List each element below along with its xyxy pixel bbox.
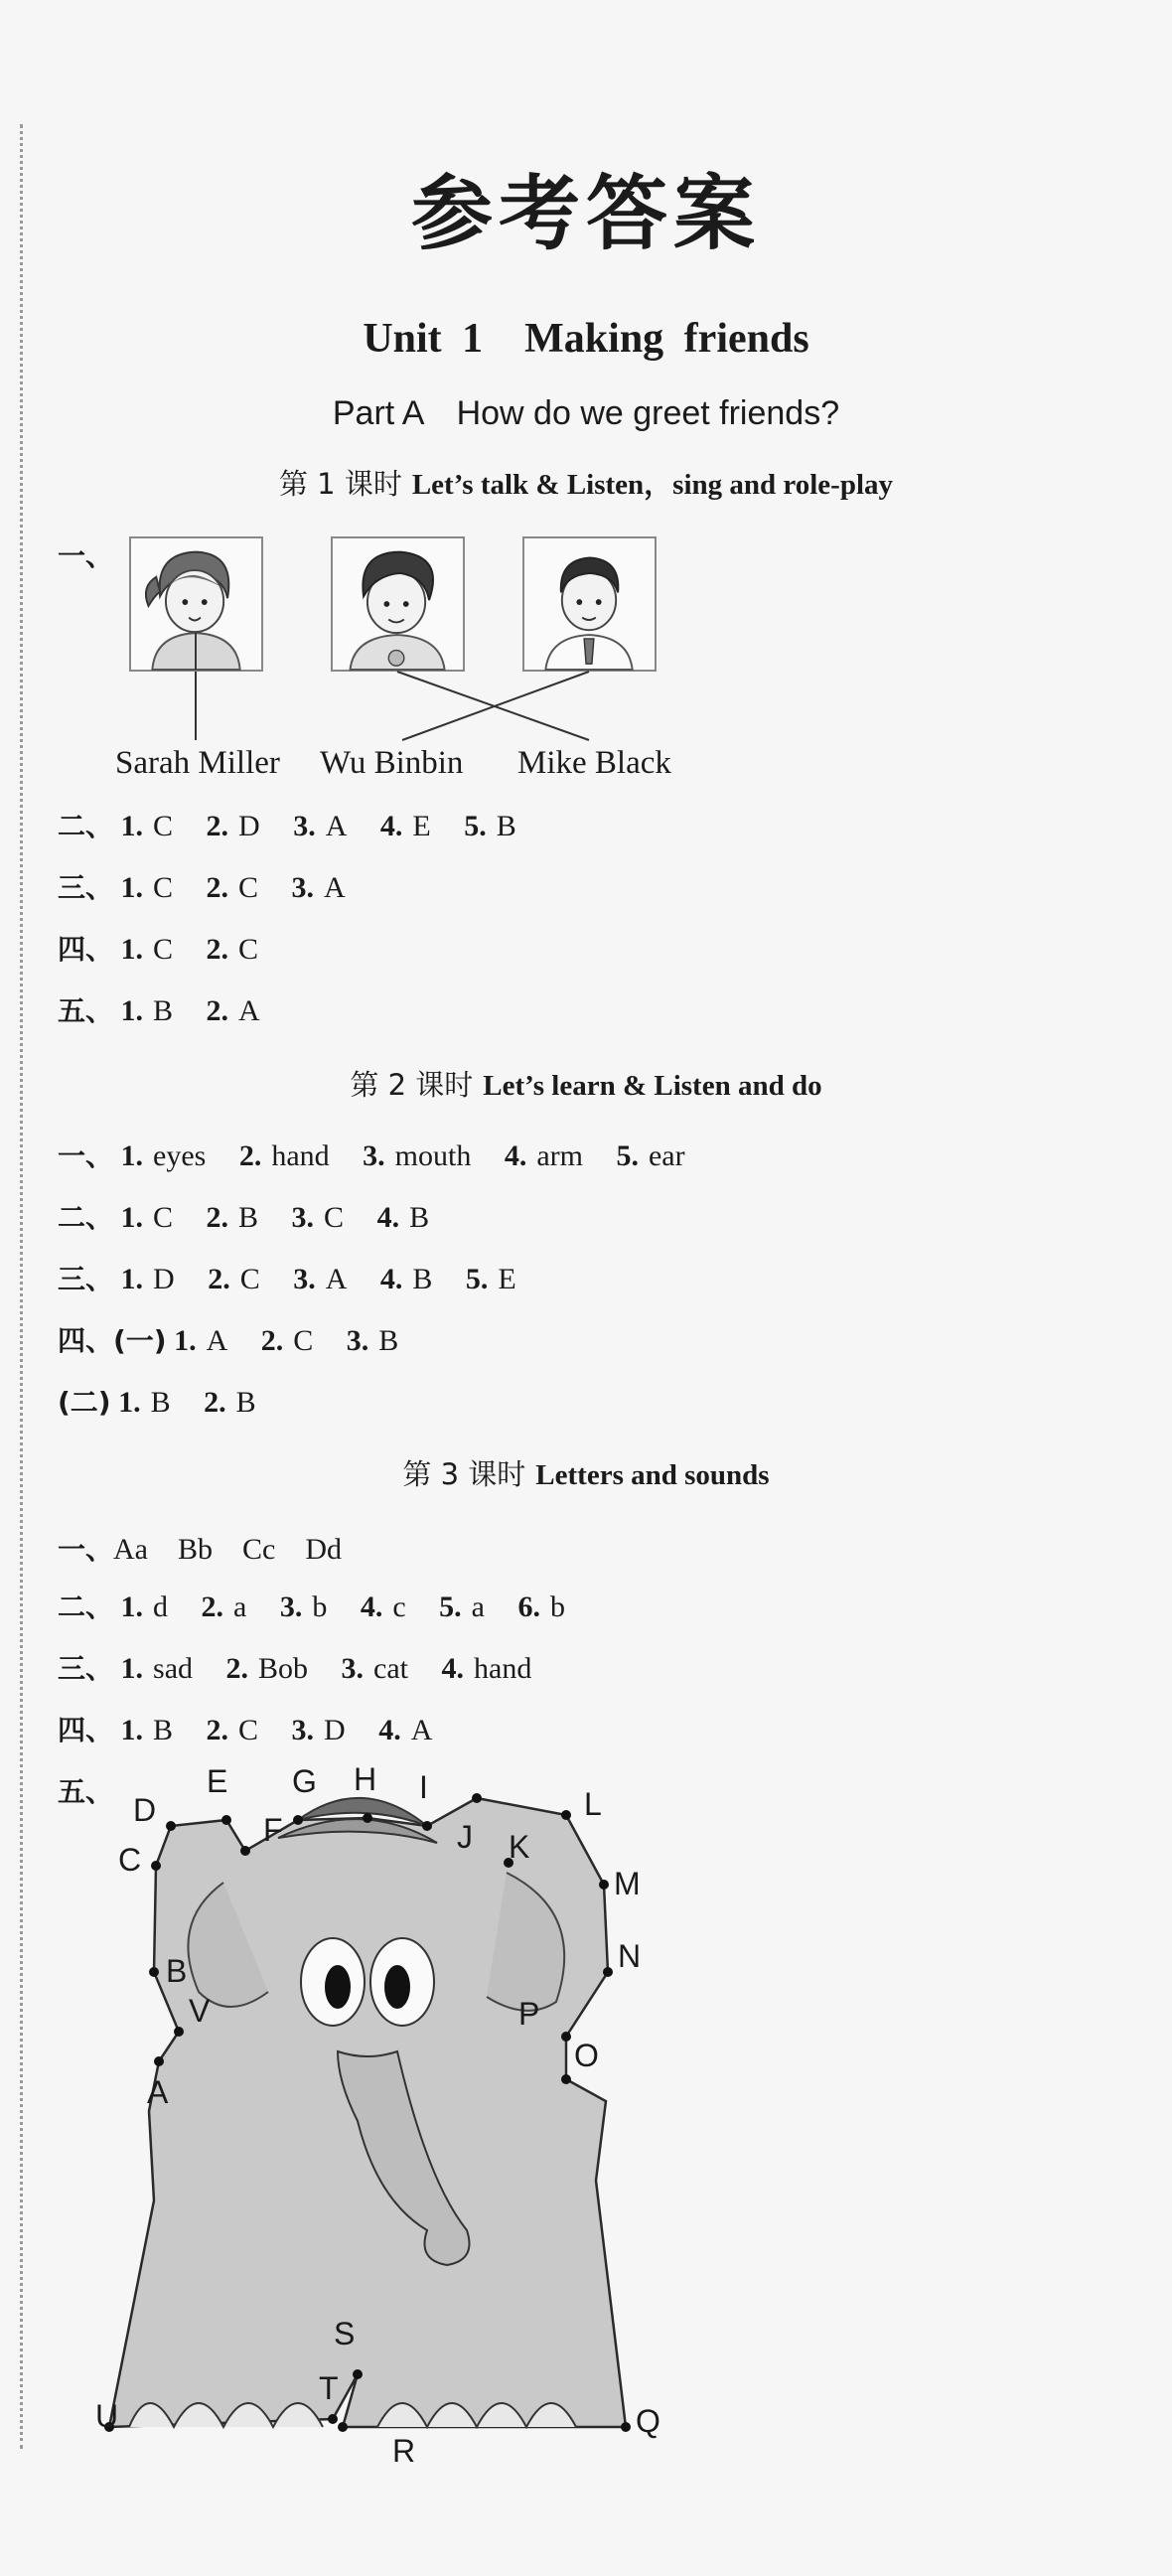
answer-number: 3. <box>291 871 315 904</box>
answer-number: 4. <box>504 1139 527 1172</box>
boy-illustration <box>333 538 463 670</box>
answer-item <box>464 810 516 842</box>
name-mike-black: Mike Black <box>517 745 671 781</box>
answer-number: 1. <box>120 871 144 904</box>
l2-section-2 <box>58 1196 455 1236</box>
answer-number: 2. <box>206 994 229 1027</box>
answer-item <box>121 933 174 966</box>
answer-number: 2. <box>225 1652 249 1685</box>
answer-number: 1. <box>120 1714 144 1746</box>
answer-number: 2. <box>238 1139 262 1172</box>
l3-section-1 <box>58 1524 342 1568</box>
portrait-girl <box>129 536 263 672</box>
answer-value: E <box>412 810 431 842</box>
l3-section-3 <box>58 1647 557 1687</box>
answer-value: C <box>238 933 259 966</box>
answer-item <box>363 1139 471 1172</box>
answer-item <box>208 1263 260 1295</box>
section-label: 一、 <box>58 1139 114 1172</box>
answer-item <box>204 1386 256 1419</box>
answer-value: C <box>324 1201 345 1234</box>
dot-s <box>353 2369 363 2379</box>
answer-number: 2. <box>206 871 229 904</box>
answer-value: C <box>238 1714 259 1746</box>
answer-value: hand <box>474 1652 532 1685</box>
answer-number: 4. <box>379 1263 403 1295</box>
answer-value: cat <box>373 1652 408 1685</box>
dot-label-o: O <box>574 2038 599 2073</box>
answer-item <box>121 1201 174 1234</box>
answer-number: 2. <box>201 1591 224 1623</box>
answer-item <box>207 871 259 904</box>
dot-label-b: B <box>166 1953 188 1989</box>
answer-item <box>439 1591 485 1623</box>
answer-item <box>280 1591 328 1623</box>
section-label: 三、 <box>58 1652 114 1685</box>
answer-value: C <box>153 871 174 904</box>
answer-number: 2. <box>206 810 229 842</box>
dot-label-l: L <box>584 1786 602 1822</box>
section-label: 二、 <box>58 1591 114 1623</box>
answer-item <box>121 1139 207 1172</box>
answer-item <box>342 1652 408 1685</box>
answer-item <box>292 871 346 904</box>
answer-value: C <box>239 1263 260 1295</box>
answer-value: B <box>378 1324 399 1357</box>
answer-value: C <box>153 1201 174 1234</box>
answer-number: 5. <box>616 1139 639 1172</box>
dot-v <box>174 2027 184 2037</box>
answer-item <box>121 1652 194 1685</box>
lesson-3-heading <box>0 1452 1172 1493</box>
answer-value: ear <box>648 1139 685 1172</box>
dot-label-n: N <box>618 1938 642 1974</box>
l2-section-1 <box>58 1135 711 1174</box>
l2-section-4-part-2 <box>58 1381 282 1421</box>
answer-item <box>202 1591 247 1623</box>
answer-item <box>292 1714 346 1746</box>
elephant-right-pupil <box>384 1965 410 2009</box>
answer-number: 4. <box>379 810 403 842</box>
answer-value: eyes <box>153 1139 207 1172</box>
answer-number: 3. <box>279 1591 303 1623</box>
answer-value: a <box>233 1591 247 1623</box>
answer-number: 3. <box>363 1139 385 1172</box>
answer-number: 2. <box>208 1263 230 1295</box>
answer-number: 3. <box>291 1714 315 1746</box>
answer-number: 3. <box>346 1324 369 1357</box>
answer-number: 1. <box>120 1139 144 1172</box>
answer-value: B <box>153 1714 174 1746</box>
answer-number: 5. <box>465 1263 489 1295</box>
answer-item <box>174 1324 227 1357</box>
dot-label-u: U <box>95 2398 119 2434</box>
answer-value: C <box>153 810 174 842</box>
answer-value: D <box>324 1714 346 1746</box>
unit-title: Unit 1 Making friends <box>363 316 809 362</box>
answer-item <box>121 810 174 842</box>
answer-value: A <box>238 994 260 1027</box>
answer-value: b <box>550 1591 565 1623</box>
answer-value: d <box>153 1591 169 1623</box>
answer-number: 4. <box>360 1591 383 1623</box>
answer-item <box>380 1263 433 1295</box>
answer-number: 2. <box>260 1324 284 1357</box>
answer-item <box>380 810 431 842</box>
answer-number: 2. <box>206 1714 229 1746</box>
section-label: 五、 <box>58 1775 114 1808</box>
answer-value: D <box>238 810 260 842</box>
section-label: 四、(一) <box>58 1324 167 1357</box>
answer-item <box>361 1591 406 1623</box>
answer-item <box>121 871 174 904</box>
answer-item <box>293 810 347 842</box>
answer-value: sad <box>153 1652 194 1685</box>
dot-label-g: G <box>292 1763 317 1799</box>
answer-number: 1. <box>120 1652 144 1685</box>
answer-item <box>377 1201 430 1234</box>
section-label: 五、 <box>58 994 114 1027</box>
answer-value: c <box>392 1591 406 1623</box>
section-label: 二、 <box>58 810 114 842</box>
lesson-1-heading <box>0 462 1172 503</box>
lesson-2-topic: Let’s learn & Listen and do <box>483 1070 822 1102</box>
answer-item <box>616 1139 684 1172</box>
answer-number: 2. <box>206 1201 229 1234</box>
answer-value: A <box>206 1324 228 1357</box>
l1-section-2 <box>58 805 542 844</box>
dot-label-s: S <box>334 2316 356 2351</box>
dot-g <box>293 1815 303 1825</box>
section-label: 二、 <box>58 1201 114 1234</box>
dot-label-p: P <box>518 1996 540 2032</box>
dot-m <box>599 1880 609 1890</box>
answer-value: B <box>238 1201 259 1234</box>
answer-item <box>466 1263 516 1295</box>
dot-label-i: I <box>419 1769 428 1805</box>
dot-label-c: C <box>118 1842 142 1878</box>
section-label: 三、 <box>58 871 114 904</box>
boy-tie-illustration <box>524 538 655 670</box>
dot-p <box>561 2074 571 2084</box>
answer-number: 2. <box>204 1386 226 1419</box>
dot-a <box>154 2056 164 2066</box>
answer-value: B <box>153 994 174 1027</box>
answer-value: B <box>235 1386 256 1419</box>
answer-number: 1. <box>120 1591 144 1623</box>
dot-t <box>328 2414 338 2424</box>
l1-section-4 <box>58 928 284 968</box>
answer-item <box>226 1652 309 1685</box>
lesson-3-number: 第 3 课时 <box>402 1457 526 1491</box>
match-line-wu <box>402 672 589 740</box>
answer-item <box>261 1324 314 1357</box>
dot-c <box>151 1861 161 1871</box>
answer-value: C <box>153 933 174 966</box>
portrait-boy-wu-binbin <box>331 536 465 672</box>
dot-label-q: Q <box>636 2403 660 2439</box>
girl-illustration <box>131 538 261 670</box>
section-label: 一、 <box>58 539 114 572</box>
answer-value: B <box>412 1263 433 1295</box>
answer-number: 3. <box>293 810 316 842</box>
answer-item <box>518 1591 566 1623</box>
lesson-1-topic: Let’s talk & Listen，sing and role-play <box>411 469 894 501</box>
answer-number: 1. <box>120 810 144 842</box>
dot-o <box>561 2032 571 2042</box>
dot-d <box>166 1821 176 1831</box>
dot-label-r: R <box>392 2433 416 2469</box>
l1-section-5 <box>58 989 286 1029</box>
l3-section-4 <box>58 1709 458 1748</box>
dot-n <box>603 1967 613 1977</box>
dot-i <box>422 1821 432 1831</box>
answer-number: 4. <box>378 1714 401 1746</box>
dot-label-d: D <box>133 1792 157 1828</box>
letter-pairs: Aa Bb Cc Dd <box>113 1533 342 1566</box>
answer-item <box>239 1139 330 1172</box>
dot-j <box>472 1793 482 1803</box>
answer-item <box>207 1714 259 1746</box>
dot-label-f: F <box>263 1812 283 1848</box>
dot-label-e: E <box>207 1763 228 1799</box>
answer-number: 1. <box>120 994 144 1027</box>
name-wu-binbin: Wu Binbin <box>320 745 464 781</box>
elephant-dot-to-dot <box>95 1761 660 2469</box>
lesson-1-number: 第 1 课时 <box>278 467 402 501</box>
answer-item <box>121 994 174 1027</box>
answer-value: b <box>312 1591 328 1623</box>
answer-item <box>121 1714 174 1746</box>
dot-b <box>149 1967 159 1977</box>
answer-value: Bob <box>258 1652 309 1685</box>
answer-item <box>292 1201 345 1234</box>
answer-value: C <box>293 1324 314 1357</box>
answer-number: 1. <box>118 1386 141 1419</box>
answer-value: A <box>325 1263 348 1295</box>
l2-section-3 <box>58 1258 542 1297</box>
answer-value: hand <box>271 1139 330 1172</box>
answer-value: A <box>324 871 346 904</box>
answer-item <box>505 1139 583 1172</box>
answer-value: mouth <box>394 1139 472 1172</box>
section-label: 四、 <box>58 933 114 966</box>
dot-label-k: K <box>509 1829 530 1865</box>
lesson-2-heading <box>0 1063 1172 1104</box>
answer-number: 1. <box>174 1324 197 1357</box>
answer-number: 6. <box>517 1591 540 1623</box>
l1-section-3 <box>58 866 371 906</box>
answer-number: 3. <box>341 1652 365 1685</box>
l3-section-5-label <box>58 1770 113 1810</box>
answer-item <box>207 810 260 842</box>
answer-value: A <box>410 1714 433 1746</box>
dot-label-t: T <box>319 2370 339 2406</box>
page-title: 参考答案 <box>410 166 761 261</box>
answer-item <box>121 1263 175 1295</box>
answer-value: E <box>498 1263 516 1295</box>
answer-number: 1. <box>120 933 144 966</box>
answer-number: 3. <box>293 1263 316 1295</box>
section-label: 三、 <box>58 1263 114 1295</box>
answer-value: B <box>409 1201 430 1234</box>
answer-value: A <box>325 810 348 842</box>
answer-item <box>442 1652 532 1685</box>
answer-value: C <box>238 871 259 904</box>
answer-item <box>207 933 259 966</box>
lesson-3-topic: Letters and sounds <box>535 1459 770 1491</box>
answer-number: 5. <box>464 810 487 842</box>
answer-item <box>207 1201 259 1234</box>
dot-q <box>621 2422 631 2432</box>
portrait-boy-mike <box>522 536 657 672</box>
answer-number: 4. <box>376 1201 400 1234</box>
answer-number: 1. <box>120 1201 144 1234</box>
dot-r <box>338 2422 348 2432</box>
dot-label-m: M <box>614 1866 641 1901</box>
answer-number: 2. <box>206 933 229 966</box>
l3-section-2 <box>58 1586 591 1625</box>
elephant-left-pupil <box>325 1965 351 2009</box>
answer-value: B <box>496 810 516 842</box>
answer-value: D <box>153 1263 175 1295</box>
dot-f <box>240 1846 250 1856</box>
dot-l <box>561 1810 571 1820</box>
answer-item <box>293 1263 347 1295</box>
match-line-mike <box>397 672 589 740</box>
answer-item <box>121 1591 169 1623</box>
dot-label-h: H <box>354 1761 377 1797</box>
answer-number: 3. <box>291 1201 315 1234</box>
answer-number: 4. <box>441 1652 464 1685</box>
section-label: (二) <box>58 1386 111 1419</box>
answer-number: 1. <box>120 1263 144 1295</box>
dot-e <box>221 1815 231 1825</box>
answer-value: arm <box>536 1139 583 1172</box>
l2-section-4-part-1 <box>58 1319 424 1359</box>
dot-label-v: V <box>189 1993 211 2029</box>
dot-label-j: J <box>457 1819 473 1855</box>
answer-item <box>118 1386 171 1419</box>
name-sarah-miller: Sarah Miller <box>115 745 280 781</box>
answer-item <box>207 994 260 1027</box>
part-title: Part A How do we greet friends? <box>332 394 840 432</box>
answer-value: a <box>471 1591 485 1623</box>
answer-item <box>378 1714 432 1746</box>
answer-value: B <box>150 1386 171 1419</box>
section-label: 四、 <box>58 1714 114 1746</box>
answer-number: 5. <box>439 1591 462 1623</box>
dot-h <box>363 1813 372 1823</box>
lesson-2-number: 第 2 课时 <box>350 1068 474 1102</box>
answer-item <box>347 1324 399 1357</box>
dot-label-a: A <box>147 2074 169 2110</box>
l1-section-1-label <box>58 534 113 574</box>
section-label: 一、 <box>58 1533 114 1566</box>
